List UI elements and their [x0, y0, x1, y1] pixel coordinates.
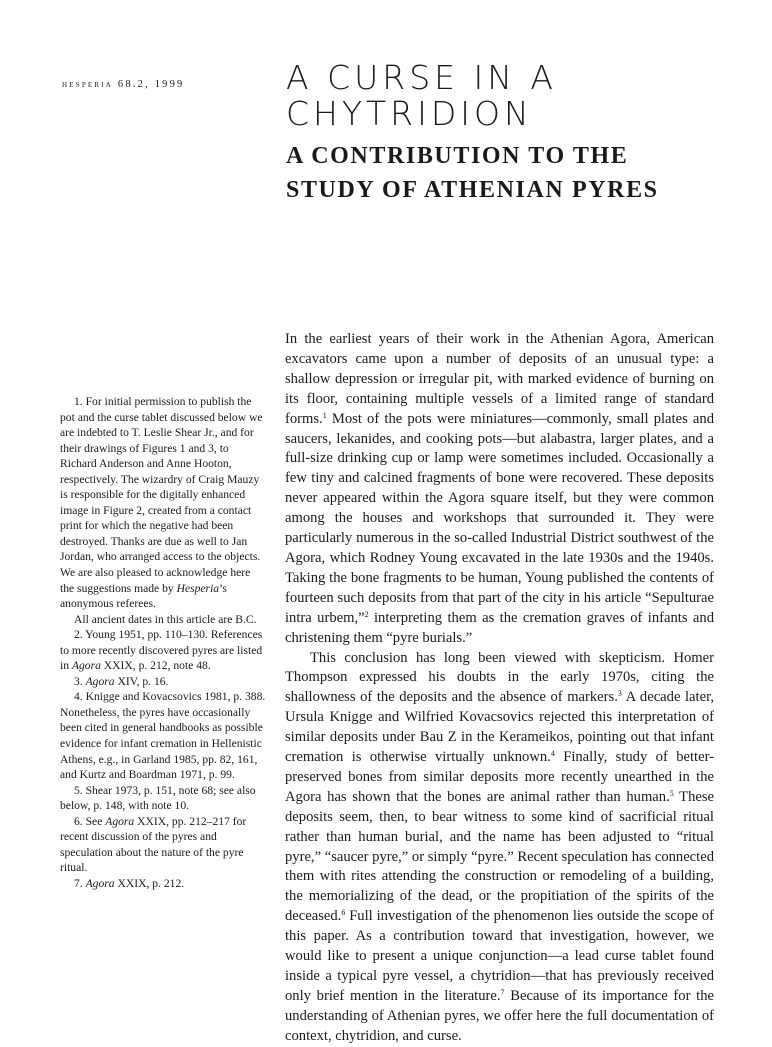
- footnote-1: 1. For initial permission to publish the pot and the curse tablet discussed below we are indebted to T. Leslie Shear Jr., and for their drawings of Figures 1 and 3, to Richard Anderson and Anne Hooton, respectively. The wizardry of Craig Mauzy is responsible for the digitally enhanced image in Figure 2, created from a contact print for which the negative had been destroyed. Thanks are due as well to Jan Jordan, who arranged access to the objects. We are also pleased to acknowledge here the suggestions made by Hesperia’s anonymous referees.: [60, 395, 263, 611]
- footnote-4: 4. Knigge and Kovacsovics 1981, p. 388. Nonetheless, the pyres have occasionally been cited in general handbooks as possible evidence for infant cremation in Hellenistic Athens, e.g., in Garland 1985, pp. 82, 161, and Kurtz and Boardman 1971, p. 99.: [60, 690, 266, 782]
- subtitle-line-1: A CONTRIBUTION TO THE: [286, 143, 629, 169]
- footnote-7: 7. Agora XXIX, p. 212.: [74, 876, 185, 890]
- title-line-2: CHYTRIDION: [286, 94, 533, 133]
- footnote-5: 5. Shear 1973, p. 151, note 68; see also below, p. 148, with note 10.: [60, 783, 256, 813]
- paragraph-2: This conclusion has long been viewed with skepticism. Homer Thompson expressed his doubts in the early 1970s, citing the shallowness of the deposits and the absence of markers.$^3$ A decade later, Ursula Knigge and Wilfried Kovacsovics rejected this interpretation of similar deposits under Bau Z in the Kerameikos, pointing out that infant cremation is otherwise virtually unknown.$^4$ Finally, study of better-preserved bones from similar deposits more recently unearthed in the Agora has shown that the bones are animal rather than human.$^5$ These deposits seem, then, to bear witness to some kind of sacrificial ritual rather than human burial, and the name has been adjusted to “ritual pyre,” “saucer pyre,” or simply “pyre.” Recent speculation has connected them with rites attending the construction or remodeling of a building, the memorializing of the dead, or the propitiation of the spirits of the deceased.$^6$ Full investigation of the phenomenon lies outside the scope of this paper. As a contribution toward that investigation, however, we would like to present a unique conjunction—a lead curse tablet found inside a typical pyre vessel, a chytridion—that has previously received only brief mention in the literature.$^7$ Because of its importance for the understanding of Athenian pyres, we offer here the full documentation of context, chytridion, and curse.: [285, 649, 715, 1044]
- article-title: [286, 60, 557, 132]
- footnote-ref-3[interactable]: 3: [617, 689, 622, 699]
- footnote-ref-4[interactable]: 4: [550, 749, 555, 759]
- footnote-ref-2[interactable]: 2: [364, 609, 369, 619]
- footnote-ref-6[interactable]: 6: [341, 908, 346, 918]
- paragraph-1: In the earliest years of their work in the Athenian Agora, American excavators came upon a number of deposits of an unusual type: a shallow depression or irregular pit, with marked evidence of burning on its floor, containing multiple vessels of a limited range of standard forms.$^1$ Most of the pots were miniatures—commonly, small plates and saucers, lekanides, and cooking pots—but alabastra, larger plates, and a full-size drinking cup or lamp were sometimes included. Occasionally a few tiny and calcined fragments of bone were recovered. These deposits never appeared within the Agora square itself, but they were common among the houses and workshops that surrounded it. They were particularly numerous in the so-called Industrial District southwest of the Agora, which Rodney Young excavated in the late 1930s and the 1940s. Taking the bone fragments to be human, Young published the contents of fourteen such deposits from that part of the city in his article “Sepulturae intra urbem,”$^2$ interpreting them as the cremation graves of infants and christening them “pyre burials.”: [285, 331, 714, 646]
- footnote-ref-5[interactable]: 5: [669, 788, 674, 798]
- footnote-2: 2. Young 1951, pp. 110–130. References to more recently discovered pyres are listed in Agora XXIX, p. 212, note 48.: [60, 628, 263, 673]
- sidebar-footnotes: [60, 394, 266, 892]
- footnote-3: 3. Agora XIV, p. 16.: [74, 674, 169, 688]
- subtitle-line-2: STUDY OF ATHENIAN PYRES: [286, 177, 659, 203]
- main-text: [285, 330, 714, 1047]
- footnote-ref-1[interactable]: 1: [322, 410, 327, 420]
- footnote-1-dates: All ancient dates in this article are B.C.: [74, 612, 257, 626]
- footnote-ref-7[interactable]: 7: [500, 987, 505, 997]
- journal-citation: hesperia 68.2, 1999: [62, 79, 185, 90]
- article-subtitle: [286, 139, 659, 207]
- title-line-1: A CURSE IN A: [286, 58, 557, 97]
- footnote-6: 6. See Agora XXIX, pp. 212–217 for recent discussion of the pyres and speculation about the nature of the pyre ritual.: [60, 814, 247, 875]
